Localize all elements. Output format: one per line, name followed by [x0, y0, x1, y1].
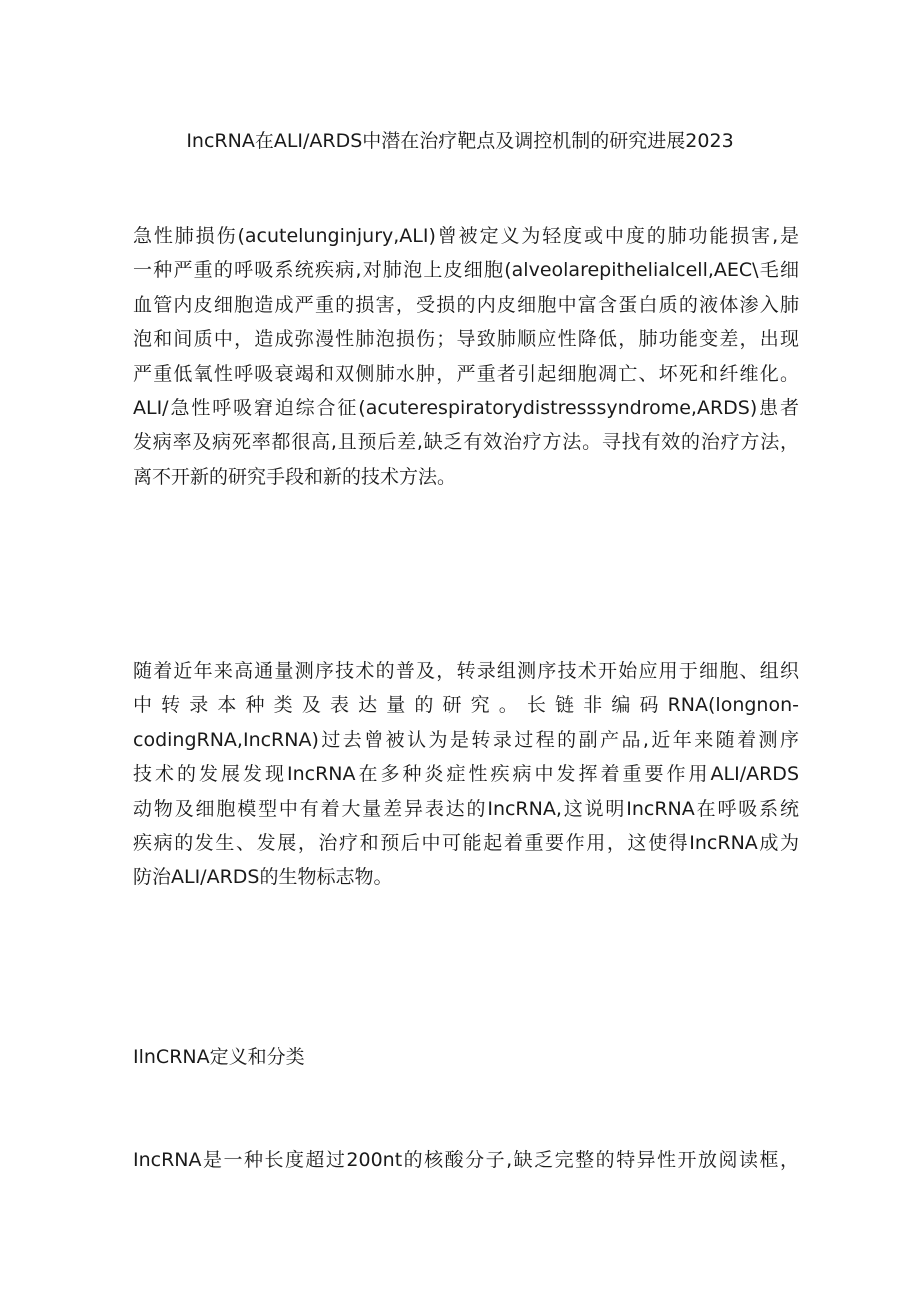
document-title: IncRNA在ALI/ARDS中潜在治疗靶点及调控机制的研究进展2023 [186, 130, 734, 152]
section-heading: IlnCRNA定义和分类 [133, 1046, 305, 1068]
paragraph-line: 中转录本种类及表达量的研究。长链非编码RNA(longnon- [133, 694, 799, 717]
paragraph-line: codingRNA,IncRNA)过去曾被认为是转录过程的副产品,近年来随着测序 [133, 728, 799, 751]
paragraph-ali-definition [133, 219, 799, 494]
paragraph-line: 离不开新的研究手段和新的技术方法。 [133, 465, 457, 488]
paragraph-line: 泡和间质中，造成弥漫性肺泡损伤；导致肺顺应性降低，肺功能变差，出现 [133, 328, 799, 351]
paragraph-line: 发病率及病死率都很高,且预后差,缺乏有效治疗方法。寻找有效的治疗方法， [133, 431, 799, 454]
paragraph-line: 一种严重的呼吸系统疾病,对肺泡上皮细胞(alveolarepithelialcell,AEC\毛细 [133, 259, 799, 282]
paragraph-lncrna-background [133, 654, 799, 895]
paragraph-line: IncRNA是一种长度超过200nt的核酸分子,缺乏完整的特异性开放阅读框， [133, 1149, 799, 1171]
paragraph-line: 随着近年来高通量测序技术的普及，转录组测序技术开始应用于细胞、组织 [133, 660, 799, 682]
paragraph-line: 严重低氧性呼吸衰竭和双侧肺水肿，严重者引起细胞凋亡、坏死和纤维化。 [133, 362, 799, 385]
paragraph-line: 防治ALI/ARDS的生物标志物。 [133, 866, 393, 889]
paragraph-line: 动物及细胞模型中有着大量差异表达的IncRNA,这说明IncRNA在呼吸系统 [133, 797, 799, 820]
paragraph-line: 疾病的发生、发展，治疗和预后中可能起着重要作用，这使得IncRNA成为 [133, 831, 799, 854]
paragraph-line: 血管内皮细胞造成严重的损害，受损的内皮细胞中富含蛋白质的液体渗入肺 [133, 293, 799, 316]
paragraph-line: 技术的发展发现IncRNA在多种炎症性疾病中发挥着重要作用ALI/ARDS [133, 763, 799, 786]
paragraph-line: ALI/急性呼吸窘迫综合征(acuterespiratorydistresssyndrome,ARDS)患者 [133, 396, 799, 419]
paragraph-lncrna-definition [133, 1143, 799, 1177]
paragraph-line: 急性肺损伤(acutelunginjury,ALI)曾被定义为轻度或中度的肺功能损害,是 [133, 225, 799, 247]
